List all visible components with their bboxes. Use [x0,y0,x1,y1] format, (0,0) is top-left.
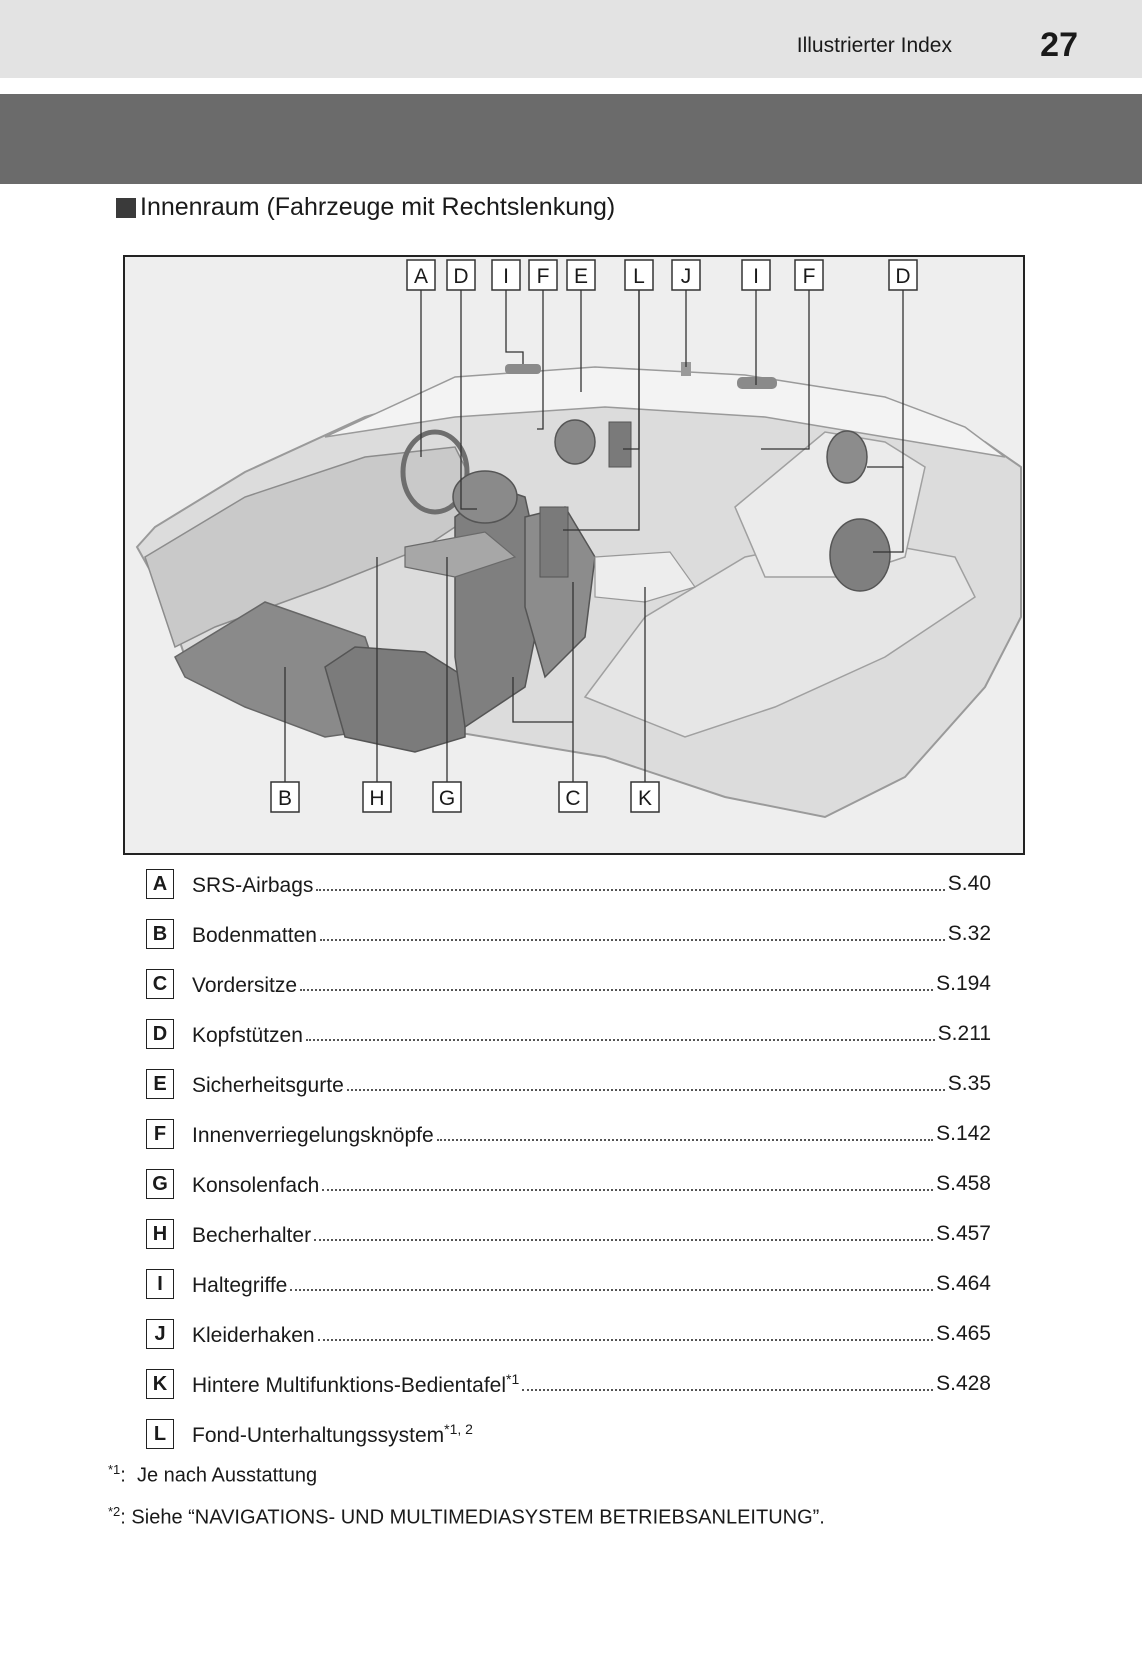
item-label: Kleiderhaken [192,1323,315,1347]
item-letter-badge: J [146,1319,174,1349]
rear-screen-left [540,507,568,577]
item-label: Sicherheitsgurte [192,1073,344,1097]
item-page-ref[interactable]: S.35 [947,1072,991,1095]
list-item [146,1266,991,1302]
page-number: 27 [1040,26,1078,64]
dot-leader [300,989,933,991]
list-item [146,1216,991,1252]
page-heading [116,193,615,222]
list-item [146,866,991,902]
header-divider [0,78,1142,94]
item-letter-badge: H [146,1219,174,1249]
callout-label: G [438,787,456,810]
callouts-bottom [271,782,659,812]
page-header-bar [0,0,1142,78]
footnote-2: $^{*2}$: Siehe “NAVIGATIONS- UND MULTIMEDIASYSTEM BETRIEBSANLEITUNG”. [108,1504,825,1529]
grab-handle-front [505,364,541,374]
list-item [146,1416,991,1452]
item-label: Vordersitze [192,973,298,997]
item-page-ref[interactable]: S.194 [936,972,991,995]
grab-handle-rear [737,377,777,389]
item-label: Hintere Multifunktions-Bedientafel$^{*1}$ [192,1370,520,1397]
item-letter-badge: F [146,1119,174,1149]
list-item [146,1116,991,1152]
dot-leader [318,1339,934,1341]
item-letter-badge: E [146,1069,174,1099]
item-label: SRS-Airbags [192,873,314,897]
item-page-ref[interactable]: S.142 [936,1122,991,1145]
callout-label: A [413,265,429,288]
item-page-ref[interactable]: S.464 [936,1272,991,1295]
callouts-top [407,260,917,290]
item-label: Haltegriffe [192,1273,288,1297]
heading-text: Innenraum (Fahrzeuge mit Rechtslenkung) [140,193,616,221]
callout-label: E [573,265,589,288]
item-page-ref[interactable]: S.465 [936,1322,991,1345]
item-letter-badge: B [146,919,174,949]
callout-label: D [895,265,911,288]
item-letter-badge: G [146,1169,174,1199]
dot-leader [314,1239,933,1241]
heading-square-icon [116,198,136,218]
callout-label: I [503,265,509,288]
rear-headrest-lower [830,519,890,591]
callout-label: F [536,265,550,288]
section-title: Illustrierter Index [796,34,952,57]
item-page-ref[interactable]: S.40 [947,872,991,895]
item-letter-badge: L [146,1419,174,1449]
item-page-ref[interactable]: S.211 [937,1022,991,1045]
item-label: Kopfstützen [192,1023,303,1047]
rear-headrest-upper [827,431,867,483]
list-item [146,1366,991,1402]
item-label: Bodenmatten [192,923,317,947]
dot-leader [437,1139,933,1141]
callout-label: K [637,787,653,810]
item-letter-badge: I [146,1269,174,1299]
callout-label: H [369,787,385,810]
chapter-band [0,94,1142,184]
item-page-ref[interactable]: S.32 [947,922,991,945]
item-letter-badge: D [146,1019,174,1049]
item-label: Konsolenfach [192,1173,320,1197]
car-interior-drawing [125,257,1023,853]
callout-label: D [453,265,469,288]
item-letter-badge: C [146,969,174,999]
dot-leader [320,939,945,941]
dot-leader [290,1289,933,1291]
dot-leader [322,1189,933,1191]
footnote-1: $^{*1}$: Je nach Ausstattung [108,1462,318,1487]
list-item [146,1016,991,1052]
callout-label: L [633,265,645,288]
interior-illustration [123,255,1025,855]
callout-label: I [753,265,759,288]
dot-leader [347,1089,945,1091]
rear-screen-right [609,422,631,467]
dot-leader [306,1039,935,1041]
front-headrest-right [555,420,595,464]
item-label: Fond-Unterhaltungssystem$^{*1, 2}$ [192,1420,473,1447]
item-letter-badge: A [146,869,174,899]
dot-leader [522,1389,933,1391]
list-item [146,1066,991,1102]
item-label: Innenverriegelungsknöpfe [192,1123,434,1147]
item-label: Becherhalter [192,1223,312,1247]
list-item [146,1316,991,1352]
item-page-ref[interactable]: S.428 [936,1372,991,1395]
callout-label: B [277,787,293,810]
callout-label: J [680,265,692,288]
list-item [146,1166,991,1202]
callout-label: F [802,265,816,288]
callout-label: C [565,787,581,810]
item-page-ref[interactable]: S.457 [936,1222,991,1245]
item-letter-badge: K [146,1369,174,1399]
dot-leader [316,889,944,891]
list-item [146,916,991,952]
list-item [146,966,991,1002]
item-page-ref[interactable]: S.458 [936,1172,991,1195]
front-headrest-left [453,471,517,523]
